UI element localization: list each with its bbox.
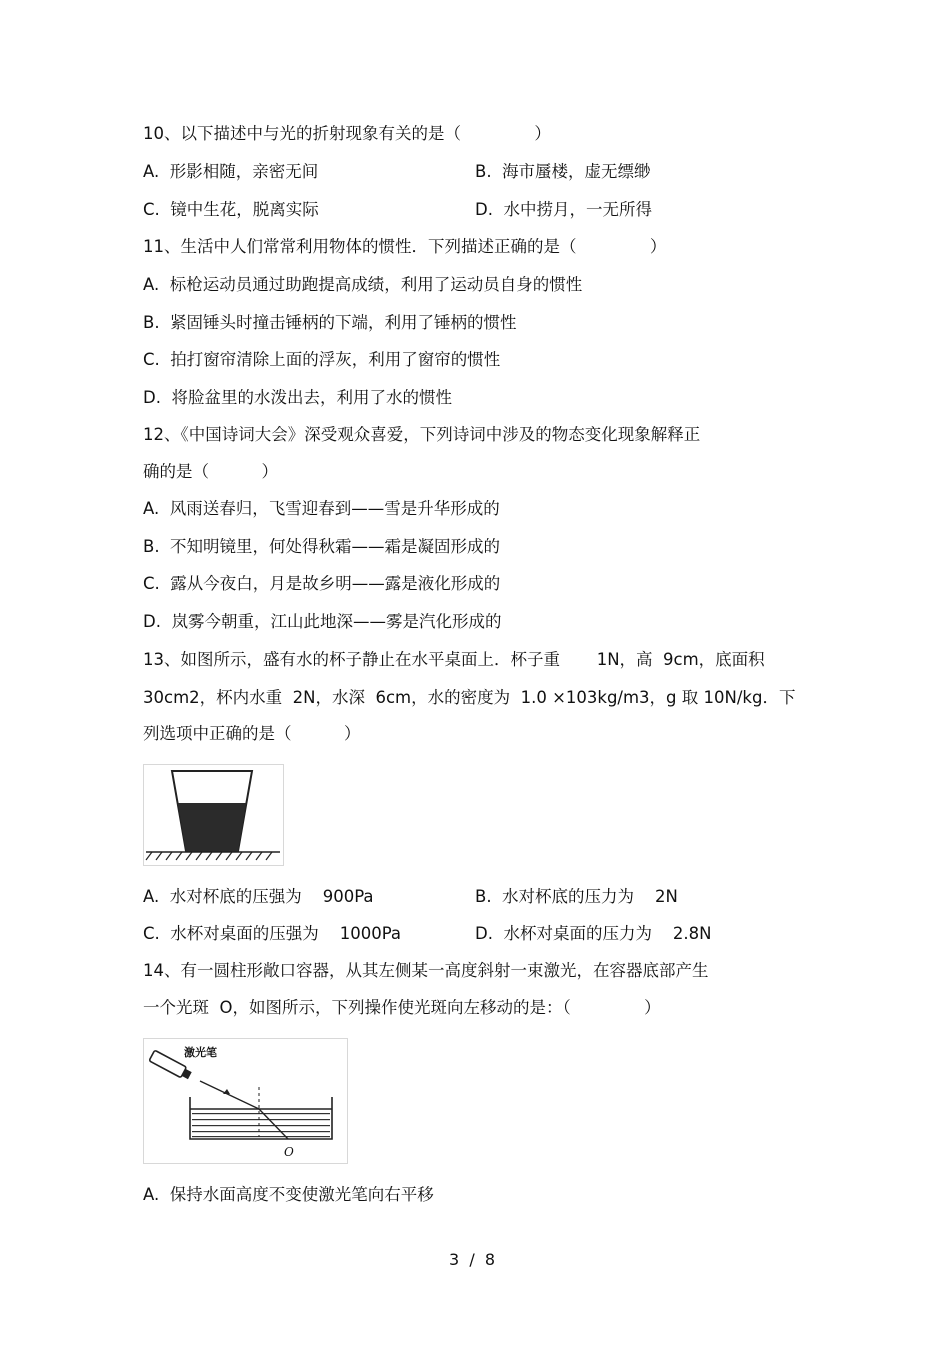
laser-container-illustration — [144, 1039, 347, 1163]
cup-figure — [143, 764, 284, 866]
q11-stem: 11、生活中人们常常利用物体的惯性．下列描述正确的是（ ） — [143, 237, 667, 256]
laser-figure — [143, 1038, 348, 1164]
q11-option-a: A. 标枪运动员通过助跑提高成绩，利用了运动员自身的惯性 — [143, 275, 583, 294]
q14-stem-line1: 14、有一圆柱形敞口容器，从其左侧某一高度斜射一束激光，在容器底部产生 — [143, 961, 709, 980]
q12-option-c: C. 露从今夜白，月是故乡明——露是液化形成的 — [143, 574, 501, 593]
q12-option-d: D. 岚雾今朝重，江山此地深——雾是汽化形成的 — [143, 612, 502, 631]
q13-stem-line2: 30cm2，杯内水重 2N，水深 6cm，水的密度为 1.0 ×103kg/m3，g 取 10N/kg．下 — [143, 688, 796, 707]
q14-stem-line2: 一个光斑 O，如图所示，下列操作使光斑向左移动的是：（ ） — [143, 998, 661, 1017]
q12-stem-line2: 确的是（ ） — [143, 462, 278, 481]
q13-option-b: B. 水对杯底的压力为 2N — [475, 887, 678, 906]
q10-option-d: D. 水中捞月，一无所得 — [475, 200, 652, 219]
q13-option-c: C. 水杯对桌面的压强为 1000Pa — [143, 924, 402, 943]
q13-stem-line1: 13、如图所示，盛有水的杯子静止在水平桌面上．杯子重 1N，高 9cm，底面积 — [143, 650, 765, 669]
q11-option-d: D. 将脸盆里的水泼出去，利用了水的惯性 — [143, 388, 452, 407]
spot-o-label: O — [284, 1145, 294, 1159]
laser-pen-label: 激光笔 — [184, 1046, 217, 1059]
q11-option-b: B. 紧固锤头时撞击锤柄的下端，利用了锤柄的惯性 — [143, 313, 517, 332]
q11-option-c: C. 拍打窗帘清除上面的浮灰，利用了窗帘的惯性 — [143, 350, 501, 369]
q12-stem-line1: 12、《中国诗词大会》深受观众喜爱，下列诗词中涉及的物态变化现象解释正 — [143, 425, 701, 444]
page-number: 3 / 8 — [449, 1250, 496, 1269]
q10-option-a: A. 形影相随，亲密无间 — [143, 162, 319, 181]
cup-on-table-illustration — [144, 765, 283, 865]
q14-option-a: A. 保持水面高度不变使激光笔向右平移 — [143, 1185, 434, 1204]
q10-stem: 10、以下描述中与光的折射现象有关的是（ ） — [143, 124, 551, 143]
q12-option-a: A. 风雨送春归，飞雪迎春到——雪是升华形成的 — [143, 499, 500, 518]
q13-option-d: D. 水杯对桌面的压力为 2.8N — [475, 924, 712, 943]
q12-option-b: B. 不知明镜里，何处得秋霜——霜是凝固形成的 — [143, 537, 501, 556]
q10-option-b: B. 海市蜃楼，虚无缥缈 — [475, 162, 651, 181]
q13-option-a: A. 水对杯底的压强为 900Pa — [143, 887, 374, 906]
q10-option-c: C. 镜中生花，脱离实际 — [143, 200, 319, 219]
q13-stem-line3: 列选项中正确的是（ ） — [143, 724, 361, 743]
